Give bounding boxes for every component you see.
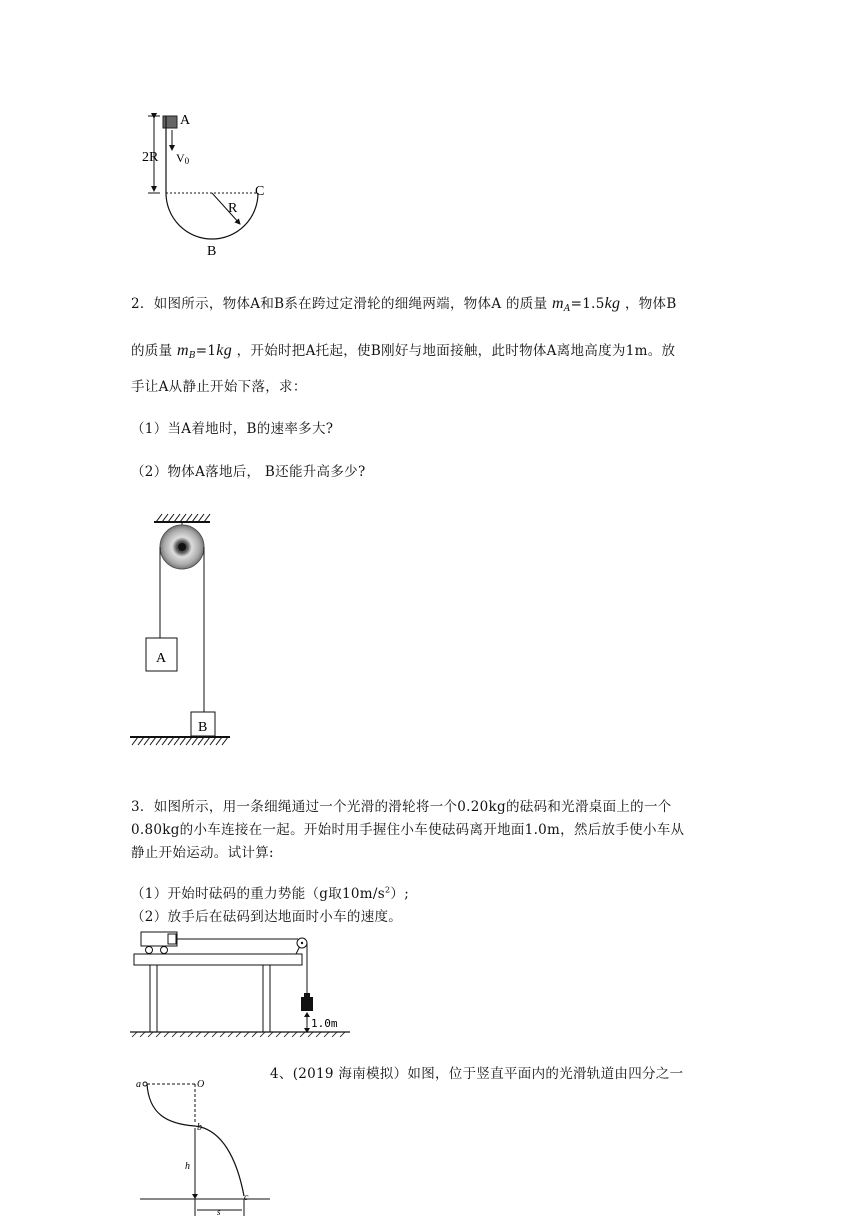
q3-sub-question-2: （2）放手后在砝码到达地面时小车的速度。 <box>131 909 403 925</box>
label-b: B <box>207 244 217 259</box>
figure-3-cart-table <box>128 926 358 1038</box>
label-c: c <box>244 1192 249 1203</box>
q2-line-3: 手让A从静止开始下落，求： <box>131 379 307 395</box>
q3-sub-question-1: （1）开始时砝码的重力势能（g取$10m/s^2$）; <box>131 885 410 902</box>
label-r: R <box>228 201 238 216</box>
label-height: 1.0m <box>311 1017 338 1030</box>
label-b: b <box>197 1122 202 1133</box>
figure-2-pulley-system <box>128 512 238 750</box>
label-b: B <box>198 720 208 735</box>
table-top <box>134 954 302 965</box>
label-a: A <box>156 651 167 666</box>
label-2r: 2R <box>142 150 159 165</box>
label-a: A <box>180 113 191 128</box>
label-c: C <box>255 184 265 199</box>
q3-line-3: 静止开始运动。试计算: <box>131 845 274 861</box>
figure-1-semicircle-track <box>130 104 280 264</box>
label-a: a <box>136 1079 141 1090</box>
label-s: s <box>217 1207 221 1216</box>
label-h: h <box>185 1161 190 1172</box>
label-o: O <box>197 1079 205 1090</box>
block-a <box>163 116 177 128</box>
figure-4-curved-track <box>132 1074 272 1216</box>
q2-line-2: 的质量 $m_B=1kg$ ，开始时把A托起，使B刚好与地面接触，此时物体A离地高度为1m。放 <box>131 342 676 361</box>
q2-sub-question-2: （2）物体A落地后， B还能升高多少? <box>131 464 366 480</box>
q4-text: 4、(2019 海南模拟）如图，位于竖直平面内的光滑轨道由四分之一 <box>270 1066 684 1082</box>
q3-line-2: 0.80kg的小车连接在一起。开始时用手握住小车使砝码离开地面1.0m，然后放手使小车从 <box>131 822 685 838</box>
q3-line-1: 3．如图所示，用一条细绳通过一个光滑的滑轮将一个0.20kg的砝码和光滑桌面上的一个 <box>131 799 672 815</box>
hanging-weight <box>301 997 313 1011</box>
q2-sub-question-1: （1）当A着地时，B的速率多大? <box>131 421 334 437</box>
q2-line-1: 2．如图所示，物体A和B系在跨过定滑轮的细绳两端，物体A 的质量 $m_A=1.5kg$ ，物体B <box>131 295 677 314</box>
label-v0: V0 <box>176 151 190 166</box>
